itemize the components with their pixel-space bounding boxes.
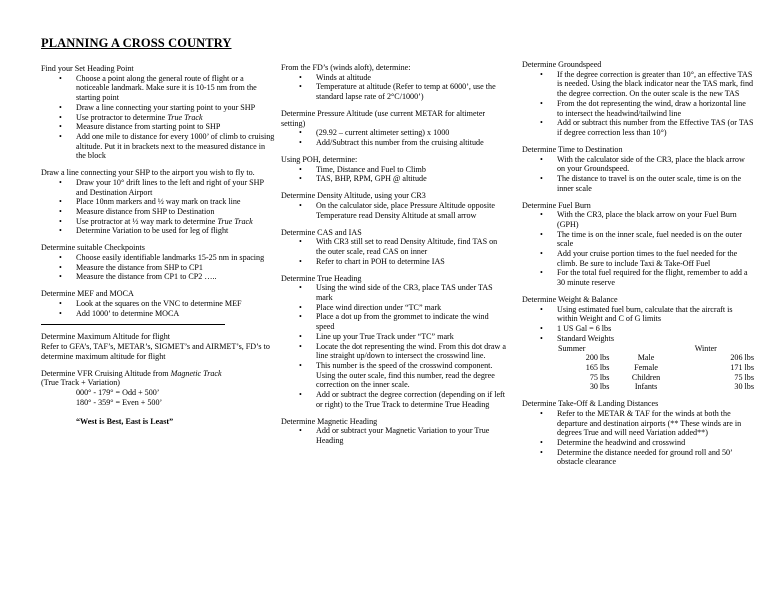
list-item: • Add or subtract your Magnetic Variation to your True Heading — [316, 426, 509, 445]
bullet-list — [281, 237, 509, 266]
winter-header: Winter — [694, 343, 717, 353]
list-item: • Place wind direction under “TC” mark — [316, 303, 509, 313]
list-item: • Draw a line connecting your starting point to your SHP — [76, 103, 276, 113]
list-item-text: Use protractor at ½ way mark to determine — [76, 216, 218, 226]
section-using-poh — [281, 155, 509, 184]
section-groundspeed — [522, 60, 754, 138]
section-subtext: (True Track + Variation) — [41, 378, 120, 388]
list-item: • On the calculator side, place Pressure Altitude opposite Temperature read Density Altitude at small arrow — [316, 201, 509, 220]
list-item-italic: True Track — [167, 112, 203, 122]
list-item: • Locate the dot representing the wind. From this dot draw a line straight up/down to intersect the crosswind line. — [316, 342, 509, 361]
bullet-list — [522, 155, 754, 194]
list-item: • The time is on the inner scale, fuel needed is on the outer scale — [557, 230, 754, 249]
list-item: • If the degree correction is greater than 10°, an effective TAS is needed. Using the black indicator near the TAS mark, find the degree correction. On the outer scale is the new TAS — [557, 70, 754, 99]
bullet-list — [522, 409, 754, 467]
section-heading: Determine Fuel Burn — [522, 200, 591, 210]
section-weight-balance — [522, 295, 754, 392]
list-item: • Add or subtract this number from the Effective TAS (or TAS if degree correction less than 10°) — [557, 118, 754, 137]
section-heading: Determine MEF and MOCA — [41, 289, 134, 299]
list-item: • Add/Subtract this number from the cruising altitude — [316, 138, 509, 148]
list-item: • Standard Weights — [557, 334, 754, 344]
section-heading: Find your Set Heading Point — [41, 64, 134, 73]
bullet-list — [522, 210, 754, 288]
motto: “West is Best, East is Least” — [76, 416, 174, 426]
section-fuel-burn — [522, 201, 754, 288]
section-takeoff-landing — [522, 399, 754, 467]
bullet-list — [281, 426, 509, 445]
list-item: • Line up your True Track under “TC” mark — [316, 332, 509, 342]
section-pressure-altitude — [281, 109, 509, 148]
list-item: • Add your cruise portion times to the fuel needed for the climb. Be sure to include Taxi & Take-Off Fuel — [557, 249, 754, 268]
column-middle — [281, 63, 509, 453]
list-item: • Temperature at altitude (Refer to temp at 6000’, use the standard lapse rate of 2°C/1000’) — [316, 82, 509, 101]
winter-weight: 30 lbs — [734, 382, 754, 392]
category-header — [615, 344, 676, 354]
altitude-rule-even: 180° - 359° = Even + 500’ — [76, 397, 163, 407]
bullet-list — [281, 128, 509, 147]
list-item: • Determine Variation to be used for leg of flight — [76, 226, 276, 236]
section-cas-ias — [281, 228, 509, 267]
winter-weight: 171 lbs — [730, 362, 754, 372]
bullet-list — [41, 299, 276, 318]
bullet-list — [281, 283, 509, 409]
bullet-list — [281, 165, 509, 184]
list-item: • With the calculator side of the CR3, place the black arrow on your Groundspeed. — [557, 155, 754, 174]
bullet-list — [281, 73, 509, 102]
list-item: • Add or subtract the degree correction (depending on if left or right) to the True Track to determine True Heading — [316, 390, 509, 409]
list-item-text: Use protractor to determine — [76, 112, 168, 122]
section-heading: Determine Density Altitude, using your CR3 — [281, 191, 426, 201]
list-item: • Refer to chart in POH to determine IAS — [316, 257, 509, 267]
list-item: • TAS, BHP, RPM, GPH @ altitude — [316, 174, 509, 184]
weight-category: Female — [634, 362, 658, 372]
section-vfr-cruising-altitude — [41, 369, 276, 427]
section-checkpoints — [41, 243, 276, 282]
list-item: • (29.92 – current altimeter setting) x 1000 — [316, 128, 509, 138]
section-density-altitude — [281, 191, 509, 220]
list-item-italic: True Track — [217, 216, 253, 226]
table-header-row — [558, 344, 754, 354]
bullet-list — [41, 253, 276, 282]
summer-weight: 75 lbs — [589, 372, 610, 382]
list-item: • The distance to travel is on the outer scale, time is on the inner scale — [557, 174, 754, 193]
section-max-altitude — [41, 332, 276, 361]
standard-weights-table — [558, 344, 754, 393]
weight-category: Male — [637, 353, 655, 363]
section-heading: Determine Groundspeed — [522, 60, 602, 69]
column-right — [522, 60, 754, 474]
section-heading: Determine Magnetic Heading — [281, 416, 378, 426]
table-row — [558, 353, 754, 363]
section-heading: Determine Time to Destination — [522, 144, 623, 154]
section-heading-text: Determine VFR Cruising Altitude from — [41, 368, 171, 378]
section-text: Refer to GFA’s, TAF’s, METAR’s, SIGMET’s and AIRMET’s, FD’s to determine maximum altitude for flight — [41, 342, 270, 361]
bullet-list — [522, 70, 754, 138]
list-item: • Refer to the METAR & TAF for the winds at both the departure and destination airports (** These winds are in degrees True and will need Variation added**) — [557, 409, 754, 438]
list-item: • Measure distance from starting point to SHP — [76, 122, 276, 132]
winter-weight: 206 lbs — [730, 353, 754, 363]
bullet-list — [281, 201, 509, 220]
list-item: • Determine the distance needed for ground roll and 50’ obstacle clearance — [557, 448, 754, 467]
summer-weight: 200 lbs — [585, 353, 610, 363]
list-item: • Look at the squares on the VNC to determine MEF — [76, 299, 276, 309]
weight-category: Children — [631, 372, 661, 382]
list-item: • Measure the distance from SHP to CP1 — [76, 263, 276, 273]
column-left-sections — [41, 64, 276, 426]
section-magnetic-heading — [281, 417, 509, 446]
winter-weight: 75 lbs — [734, 372, 754, 382]
section-heading: Determine Maximum Altitude for flight — [41, 332, 171, 342]
list-item: • Using estimated fuel burn, calculate that the aircraft is within Weight and C of G limits — [557, 305, 754, 324]
section-true-heading — [281, 274, 509, 410]
summer-weight: 165 lbs — [585, 362, 610, 372]
section-heading: Determine True Heading — [281, 273, 362, 283]
section-winds-aloft — [281, 63, 509, 102]
list-item: • Measure distance from SHP to Destination — [76, 207, 276, 217]
list-item: • Add 1000’ to determine MOCA — [76, 309, 276, 319]
list-item: • With the CR3, place the black arrow on your Fuel Burn (GPH) — [557, 210, 754, 229]
column-left — [41, 42, 276, 433]
list-item: • Place a dot up from the grommet to indicate the wind speed — [316, 312, 509, 331]
list-item: • With CR3 still set to read Density Altitude, find TAS on the outer scale, read CAS on inner — [316, 237, 509, 256]
list-item: • For the total fuel required for the flight, remember to add a 30 minute reserve — [557, 268, 754, 287]
list-item: • Choose easily identifiable landmarks 15-25 nm in spacing — [76, 253, 276, 263]
list-item: • Choose a point along the general route of flight or a noticeable landmark. Make sure it is 10-15 nm from the starting point — [76, 74, 276, 103]
list-item — [76, 217, 276, 227]
section-mef-moca — [41, 289, 276, 318]
section-heading: From the FD’s (winds aloft), determine: — [281, 63, 411, 72]
horizontal-divider — [41, 324, 225, 325]
summer-weight: 30 lbs — [589, 382, 610, 392]
list-item: • Measure the distance from CP1 to CP2 ….. — [76, 272, 276, 282]
summer-header: Summer — [558, 343, 586, 353]
list-item: • From the dot representing the wind, draw a horizontal line to intersect the headwind/tailwind line — [557, 99, 754, 118]
section-set-heading-point — [41, 64, 276, 161]
list-item: • Time, Distance and Fuel to Climb — [316, 165, 509, 175]
section-heading: Determine suitable Checkpoints — [41, 243, 145, 253]
page-title: PLANNING A CROSS COUNTRY — [41, 36, 232, 50]
list-item: • Place 10nm markers and ½ way mark on track line — [76, 197, 276, 207]
list-item: • Add one mile to distance for every 1000’ of climb to cruising altitude. Put it in brackets next to the measured distance in the block — [76, 132, 276, 161]
list-item: • 1 US Gal = 6 lbs — [557, 324, 754, 334]
altitude-rule-odd: 000° - 179° = Odd + 500’ — [76, 388, 160, 398]
section-heading — [41, 369, 276, 379]
section-heading: Determine Take-Off & Landing Distances — [522, 399, 659, 409]
section-heading: Determine Weight & Balance — [522, 295, 618, 305]
table-row — [558, 382, 754, 392]
section-draw-line — [41, 168, 276, 236]
section-heading: Using POH, determine: — [281, 155, 358, 164]
list-item — [76, 113, 276, 123]
section-heading: Draw a line connecting your SHP to the airport you wish to fly to. — [41, 168, 255, 178]
list-item: • Draw your 10° drift lines to the left and right of your SHP and Destination Airport — [76, 178, 276, 197]
section-time-to-destination — [522, 145, 754, 194]
list-item: • Winds at altitude — [316, 73, 509, 83]
list-item: • This number is the speed of the crosswind component. Using the outer scale, find this number, read the degree correction on the inner scale. — [316, 361, 509, 390]
list-item: • Determine the headwind and crosswind — [557, 438, 754, 448]
list-item: • Using the wind side of the CR3, place TAS under TAS mark — [316, 283, 509, 302]
bullet-list — [41, 178, 276, 236]
table-row — [558, 363, 754, 373]
section-heading: Determine CAS and IAS — [281, 227, 362, 237]
weight-category: Infants — [634, 382, 658, 392]
section-heading: Determine Pressure Altitude (use current METAR for altimeter setting) — [281, 109, 486, 128]
bullet-list — [41, 74, 276, 161]
bullet-list — [522, 305, 754, 344]
section-heading-italic: Magnetic Track — [170, 368, 222, 378]
table-row — [558, 373, 754, 383]
